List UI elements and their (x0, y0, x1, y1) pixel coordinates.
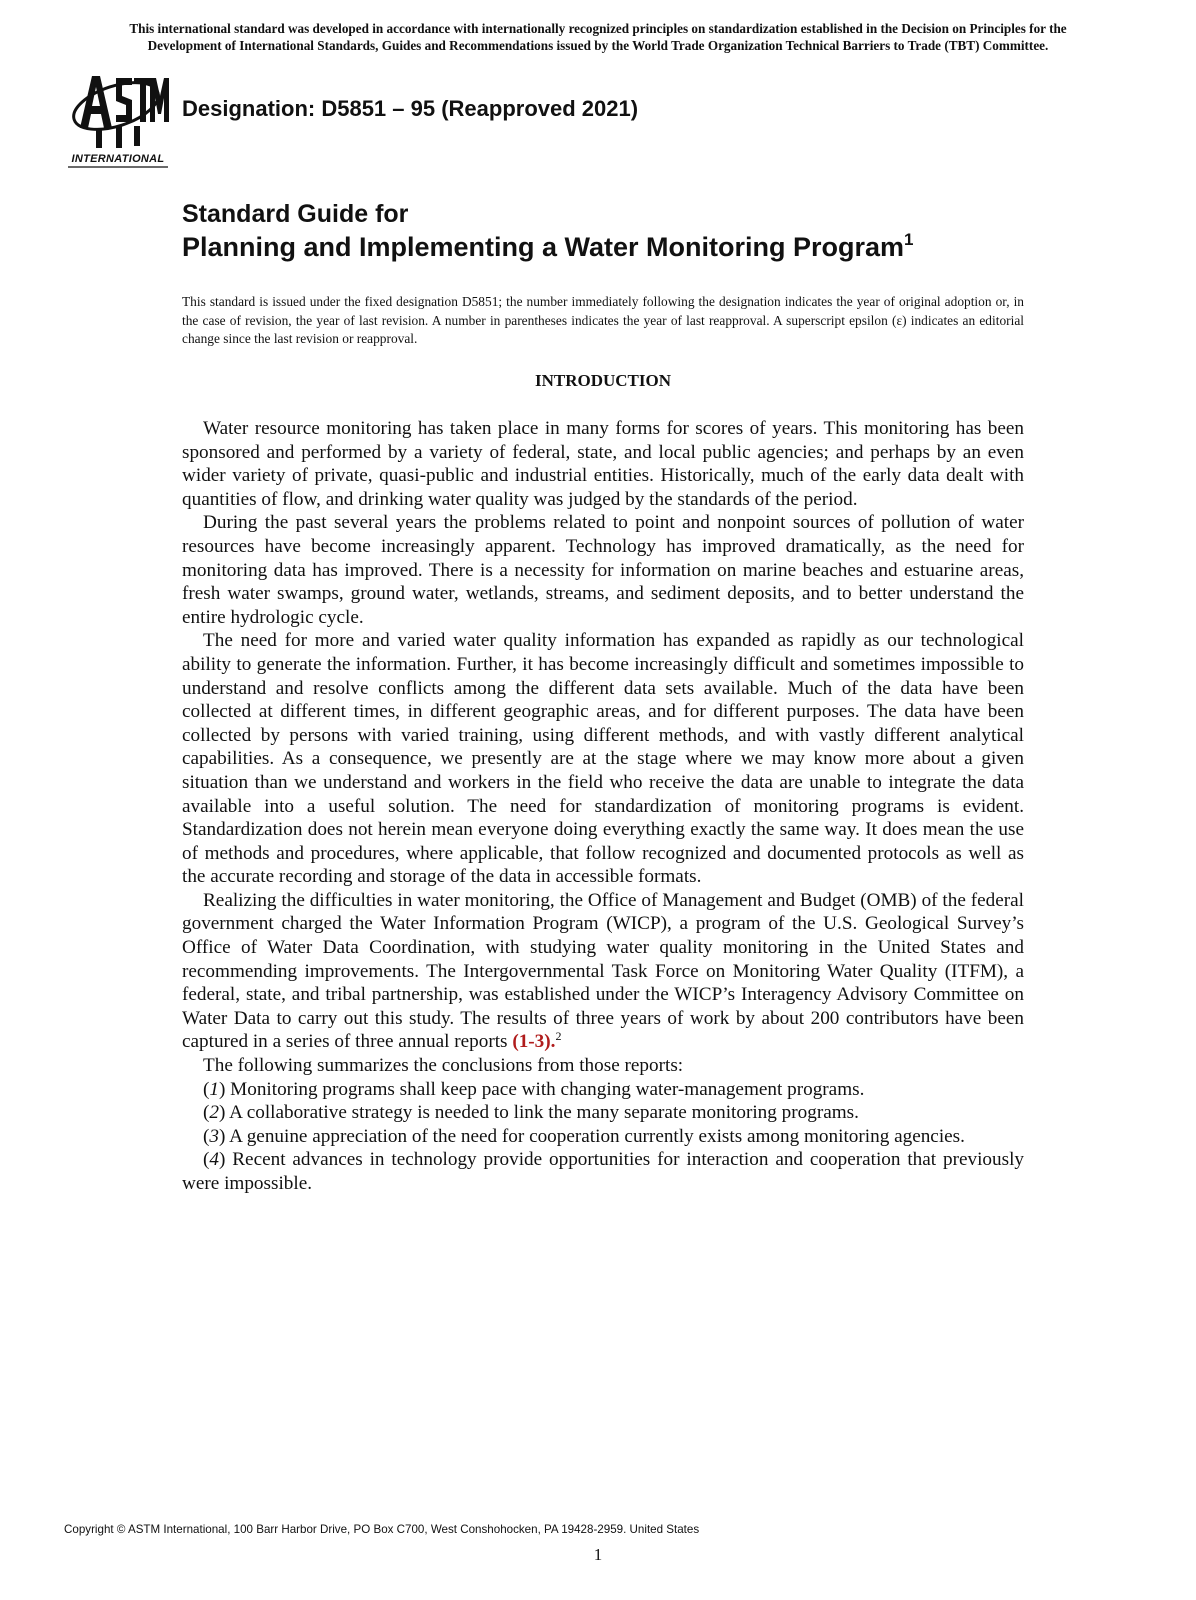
conclusion-item-4 (182, 1148, 1024, 1195)
notice-line-1: This international standard was developed in accordance with internationally recognized principles on standardization established in the Decision on Principles for the (129, 21, 1067, 36)
conclusion-item-2 (182, 1101, 1024, 1125)
intro-paragraph-3: The need for more and varied water quality information has expanded as rapidly as our technological ability to generate the information. Further, it has become increasingly difficult and sometimes impossible to understand and resolve conflicts among the different data sets available. Much of the data have been collected at different times, in different geographic areas, and for different purposes. The data have been collected by persons with varied training, using different methods, and with vastly different analytical capabilities. As a consequence, we presently are at the stage where we may know more about a given situation than we understand and workers in the field who receive the data are unable to integrate the data available into a useful solution. The need for standardization of monitoring programs is evident. Standardization does not herein mean everyone doing everything exactly the same way. It does mean the use of methods and procedures, where applicable, that follow recognized and documented protocols as well as the accurate recording and storage of the data in accessible formats. (182, 630, 1024, 888)
conclusion-number: 3 (209, 1125, 219, 1147)
title-line-1: Standard Guide for (182, 200, 409, 228)
conclusion-number: 4 (209, 1149, 219, 1171)
conclusion-paren: ) (218, 1125, 226, 1147)
summary-lead: The following summarizes the conclusions from those reports: (203, 1055, 684, 1077)
introduction-body (182, 417, 1024, 1196)
intro-paragraph-1: Water resource monitoring has taken place in many forms for scores of years. This monitoring has been sponsored and performed by a variety of federal, state, and local public agencies; and perhaps by an even wider variety of private, quasi-public and industrial entities. Historically, much of the early data dealt with quantities of flow, and drinking water quality was judged by the standards of the period. (182, 418, 1024, 510)
conclusion-paren: ) (218, 1149, 226, 1171)
notice-line-2: Development of International Standards, Guides and Recommendations issued by the World Trade Organization Technical Barriers to Trade (TBT) Committee. (147, 38, 1049, 53)
conclusion-text: Monitoring programs shall keep pace with changing water-management programs. (225, 1078, 865, 1100)
intro-paragraph-2: During the past several years the problems related to point and nonpoint sources of pollution of water resources have become increasingly apparent. Technology has improved dramatically, as the need for monitoring data has improved. There is a necessity for information on marine beaches and estuarine areas, fresh water swamps, ground water, wetlands, streams, and sediment deposits, and to better understand the entire hydrologic cycle. (182, 512, 1024, 628)
title-footnote-mark[interactable]: 1 (904, 230, 914, 249)
conclusion-text: A genuine appreciation of the need for cooperation currently exists among monitoring agencies. (225, 1125, 965, 1147)
conclusion-paren: ( (203, 1078, 210, 1100)
designation: Designation: D5851 – 95 (Reapproved 2021) (182, 96, 639, 121)
reference-open: ( (512, 1031, 519, 1053)
conclusion-number: 2 (209, 1102, 219, 1124)
reference-link-1-3[interactable]: 1-3 (518, 1031, 545, 1053)
conclusion-item-3 (182, 1125, 1024, 1149)
conclusion-text: A collaborative strategy is needed to link the many separate monitoring programs. (225, 1102, 859, 1124)
page-number: 1 (593, 1545, 603, 1564)
issued-note: This standard is issued under the fixed designation D5851; the number immediately following the designation indicates the year of original adoption or, in the case of revision, the year of last revision. A number in parentheses indicates the year of last reapproval. A superscript epsilon (ε) indicates an editorial change since the last revision or reapproval. (182, 294, 1024, 347)
copyright-notice: Copyright © ASTM International, 100 Barr Harbor Drive, PO Box C700, West Conshohocken, PA 19428-2959. United States (64, 1523, 700, 1536)
title-main: Planning and Implementing a Water Monitoring Program (182, 232, 905, 262)
conclusion-number: 1 (209, 1078, 219, 1100)
conclusion-item-1 (182, 1078, 1024, 1102)
intro-paragraph-4 (182, 889, 1024, 1054)
conclusion-paren: ( (203, 1125, 210, 1147)
document-title (182, 198, 1082, 264)
conclusion-paren: ) (218, 1102, 226, 1124)
conclusion-text: Recent advances in technology provide opportunities for interaction and cooperation that previously were impossible. (182, 1149, 1024, 1194)
wicp-text: Realizing the difficulties in water monitoring, the Office of Management and Budget (OMB) of the federal government charged the Water Information Program (WICP), a program of the U.S. Geological Survey’s Office of Water Data Coordination, with studying water quality monitoring in the United States and recommending improvements. The Intergovernmental Task Force on Monitoring Water Quality (ITFM), a federal, state, and tribal partnership, was established under the WICP’s Interagency Advisory Committee on Water Data to carry out this study. The results of three years of work by about 200 contributors have been captured in a series of three annual reports (182, 889, 1024, 1053)
conclusion-paren: ) (218, 1078, 226, 1100)
logo-wordmark: INTERNATIONAL (71, 153, 165, 165)
footnote-mark-2[interactable]: 2 (555, 1029, 562, 1044)
conclusion-paren: ( (203, 1149, 210, 1171)
astm-logo-icon (66, 70, 170, 170)
wto-tbt-notice (55, 20, 1141, 54)
reference-close: ). (544, 1031, 556, 1053)
conclusion-paren: ( (203, 1102, 210, 1124)
title-line-2 (182, 230, 1082, 264)
introduction-heading: INTRODUCTION (534, 371, 672, 390)
